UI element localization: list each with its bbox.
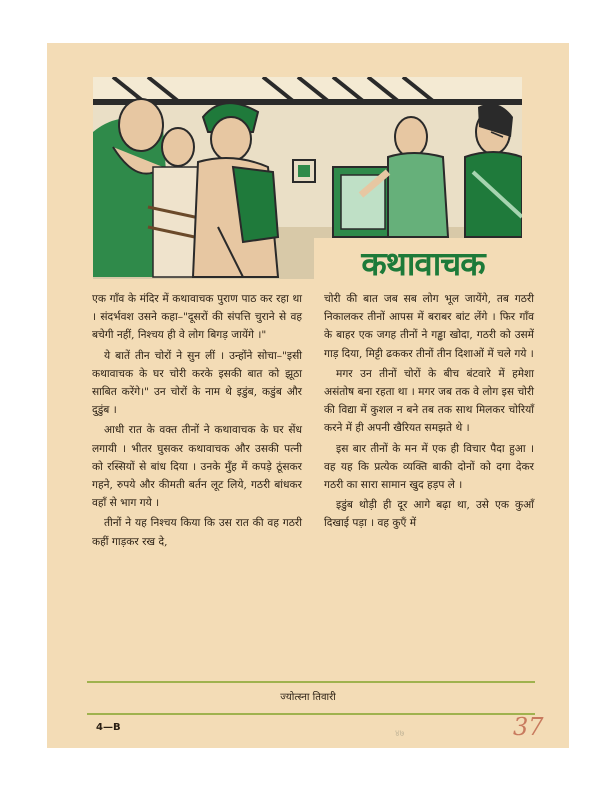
paragraph: आधी रात के वक्त तीनों ने कथावाचक के घर सेंध लगायी । भीतर घुसकर कथावाचक और उसकी पत्नी को रस्सियों से बांध दिया । उनके मुँह में कपड़े ठूंसकर गहने, रुपये और कीमती बर्तन लूट लिये, गठरी बांधकर वहाँ से भाग गये । bbox=[92, 424, 302, 510]
paragraph: चोरी की बात जब सब लोग भूल जायेंगे, तब गठरी निकालकर तीनों आपस में बराबर बांट लेंगे । फिर गाँव के बाहर एक जगह तीनों ने गड्ढा खोदा, गठरी को उसमें गाड़ दिया, मिट्टी ढककर तीनों तीन दिशाओं में चले गये । bbox=[324, 293, 534, 360]
paragraph: ये बातें तीन चोरों ने सुन लीं । उन्होंने सोचा–"इसी कथावाचक के घर चोरी करके इसकी बात को झूठा साबित करेंगे।" उन चोरों के नाम थे इडुंब, कडुंब और दुडुंब । bbox=[92, 349, 302, 417]
divider-bottom bbox=[87, 713, 535, 715]
page-number: 4—B bbox=[96, 722, 121, 733]
paragraph: मगर उन तीनों चोरों के बीच बंटवारे में हमेशा असंतोष बना रहता था । मगर जब तक वे लोग इस चोरी की विद्या में कुशल न बने तब तक साथ मिलकर चोरियाँ करने में ही अपनी खैरियत समझते थे । bbox=[324, 367, 534, 435]
author-name: ज्योत्स्ना तिवारी bbox=[280, 692, 336, 703]
text-column-right bbox=[324, 290, 534, 535]
text-column-left bbox=[92, 290, 302, 553]
divider-top bbox=[87, 681, 535, 683]
magazine-page bbox=[47, 43, 569, 748]
paragraph: तीनों ने यह निश्चय किया कि उस रात की वह गठरी कहीं गाड़कर रख दे, bbox=[92, 517, 302, 548]
paragraph: इस बार तीनों के मन में एक ही विचार पैदा हुआ । वह यह कि प्रत्येक व्यक्ति बाकी दोनों को दगा देकर गठरी का सारा सामान खुद हड़प ले । bbox=[324, 442, 534, 492]
pencil-mark: ४७ bbox=[395, 729, 405, 739]
paragraph: इडुंब थोड़ी ही दूर आगे बढ़ा था, उसे एक कुआँ दिखाई पड़ा । वह कुएँ में bbox=[324, 499, 534, 530]
story-title: कथावाचक bbox=[361, 244, 485, 283]
handwritten-page-number: 37 bbox=[513, 713, 544, 741]
paragraph: एक गाँव के मंदिर में कथावाचक पुराण पाठ कर रहा था । संदर्भवश उसने कहा–"दूसरों की संपत्ति चुराने से वह बचेगी नहीं, निश्चय ही वे लोग बिगड़ जायेंगे ।" bbox=[92, 293, 302, 342]
